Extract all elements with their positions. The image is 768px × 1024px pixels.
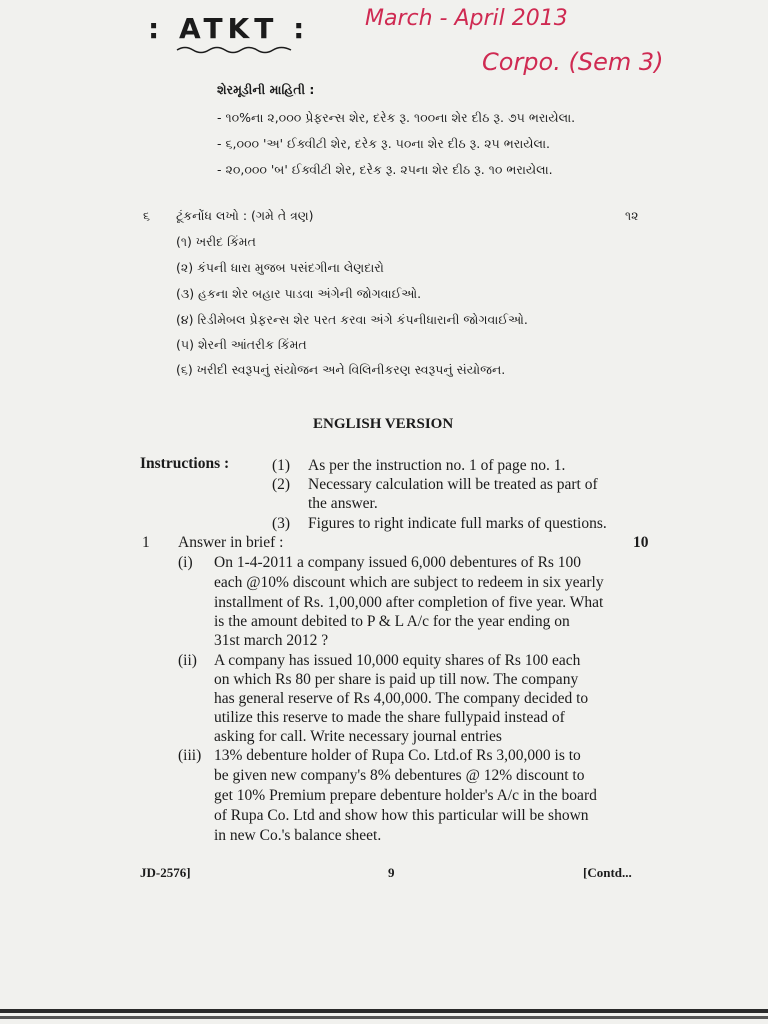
share-capital-line: - ૨૦,૦૦૦ 'બ' ઈક્વીટી શેર, દરેક રૂ. ૨૫ના શેર દીઠ રૂ. ૧૦ ભરાયેલા. (217, 162, 553, 177)
question-title: ટૂંકનોંધ લખો : (ગમે તે ત્રણ) (176, 208, 314, 223)
exam-date-handwritten: March - April 2013 (365, 6, 568, 31)
share-capital-line: - ૧૦%ના ૨,૦૦૦ પ્રેફરન્સ શેર, દરેક રૂ. ૧૦૦ના શેર દીઠ રૂ. ૭૫ ભરાયેલા. (217, 110, 576, 125)
sub-question-line: be given new company's 8% debentures @ 12% discount to (214, 767, 585, 784)
sub-question-number: (iii) (178, 747, 202, 764)
sub-question-line: each @10% discount which are subject to redeem in six yearly (214, 574, 604, 591)
sub-question-line: has general reserve of Rs 4,00,000. The company decided to (214, 690, 589, 707)
sub-question-line: On 1-4-2011 a company issued 6,000 debentures of Rs 100 (214, 554, 582, 571)
paper-code: JD-2576] (140, 865, 191, 880)
instruction-number: (1) (272, 457, 291, 474)
sub-question-line: asking for call. Write necessary journal entries (214, 728, 502, 745)
short-note-item: (૧) ખરીદ કિંમત (176, 234, 256, 249)
continued-label: [Contd... (583, 865, 632, 880)
question-marks: ૧૨ (625, 208, 639, 223)
sub-question-line: on which Rs 80 per share is paid up till now. The company (214, 671, 579, 688)
sub-question-number: (i) (178, 554, 193, 571)
question-number: ૬ (143, 208, 151, 223)
short-note-item: (૫) શેરની આંતરીક કિંમત (176, 337, 307, 352)
atkt-underline (175, 44, 295, 56)
page-number: 9 (388, 865, 395, 880)
sub-question-line: 13% debenture holder of Rupa Co. Ltd.of Rs 3,00,000 is to (214, 747, 581, 764)
instruction-text: As per the instruction no. 1 of page no. 1. (308, 457, 566, 474)
short-note-item: (૨) કંપની ધારા મુજબ પસંદગીના લેણદારો (176, 260, 384, 275)
instruction-text: Figures to right indicate full marks of questions. (308, 515, 607, 532)
sub-question-number: (ii) (178, 652, 197, 669)
short-note-item: (૩) હકના શેર બહાર પાડવા અંગેની જોગવાઈઓ. (176, 286, 422, 301)
question-title: Answer in brief : (178, 534, 284, 551)
share-capital-heading: શેરમૂડીની માહિતી : (217, 82, 315, 97)
sub-question-line: A company has issued 10,000 equity shares of Rs 100 each (214, 652, 581, 669)
sub-question-line: of Rupa Co. Ltd and show how this particular will be shown (214, 807, 589, 824)
course-handwritten: Corpo. (Sem 3) (482, 48, 664, 76)
short-note-item: (૬) ખરીદી સ્વરૂપનું સંયોજન અને વિલિનીકરણ સ્વરૂપનું સંયોજન. (176, 362, 506, 377)
scan-edge-line (0, 1016, 768, 1019)
sub-question-line: installment of Rs. 1,00,000 after completion of five year. What (214, 594, 604, 611)
instructions-label: Instructions : (140, 455, 230, 472)
scan-edge-line (0, 1009, 768, 1013)
atkt-label: : ATKT : (148, 12, 310, 45)
sub-question-line: in new Co.'s balance sheet. (214, 827, 382, 844)
short-note-item: (૪) રિડીમેબલ પ્રેફરન્સ શેર પરત કરવા અંગે કંપનીધારાની જોગવાઈઓ. (176, 312, 528, 327)
sub-question-line: get 10% Premium prepare debenture holder's A/c in the board (214, 787, 597, 804)
instruction-text: the answer. (308, 495, 378, 512)
sub-question-line: utilize this reserve to made the share fullypaid instead of (214, 709, 565, 726)
sub-question-line: 31st march 2012 ? (214, 632, 329, 649)
english-version-heading: ENGLISH VERSION (313, 416, 454, 432)
sub-question-line: is the amount debited to P & L A/c for the year ending on (214, 613, 570, 630)
instruction-number: (2) (272, 476, 291, 493)
instruction-text: Necessary calculation will be treated as part of (308, 476, 598, 493)
share-capital-line: - ૬,૦૦૦ 'અ' ઈક્વીટી શેર, દરેક રૂ. ૫૦ના શેર દીઠ રૂ. ૨૫ ભરાયેલા. (217, 136, 550, 151)
instruction-number: (3) (272, 515, 291, 532)
question-marks: 10 (633, 534, 649, 551)
question-number: 1 (142, 534, 150, 551)
